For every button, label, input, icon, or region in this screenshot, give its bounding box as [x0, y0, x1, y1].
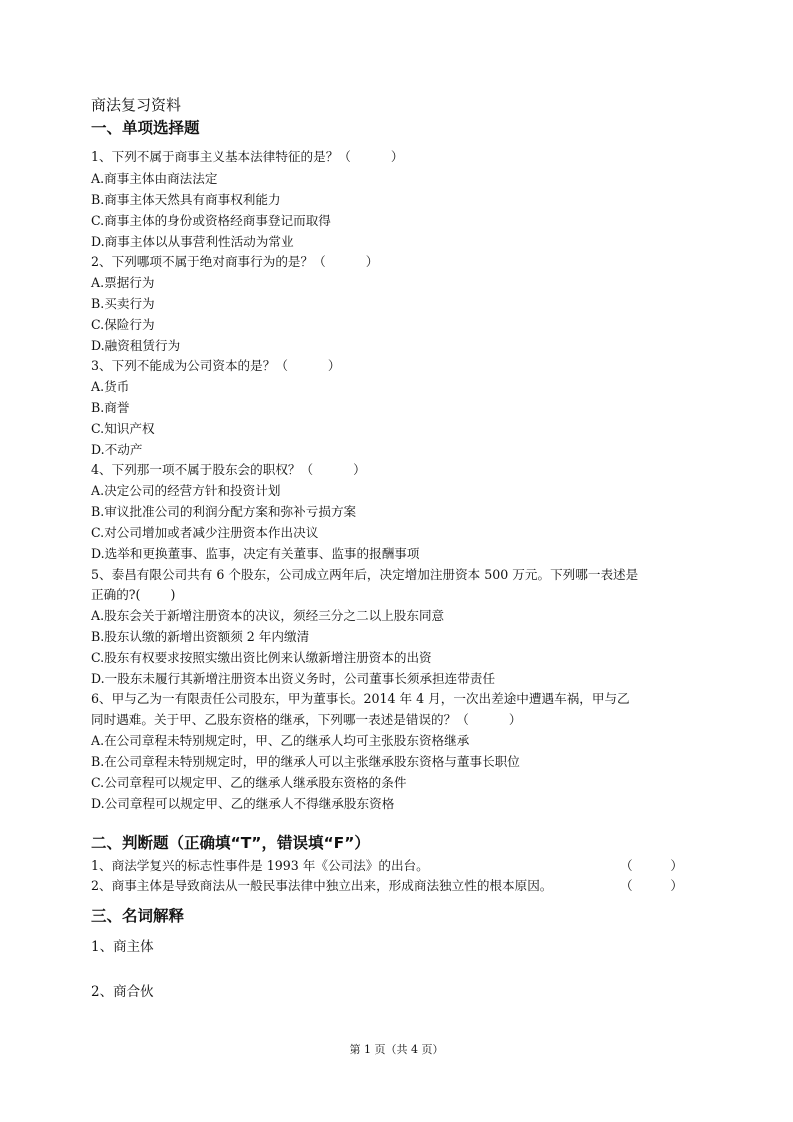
question-4-option-a: A.决定公司的经营方针和投资计划 — [91, 483, 281, 498]
question-6-option-c: C.公司章程可以规定甲、乙的继承人继承股东资格的条件 — [91, 775, 407, 790]
document-title: 商法复习资料 — [91, 96, 182, 114]
question-6-stem-line-2: 同时遇难。关于甲、乙股东资格的继承，下列哪一表述是错误的？（ ） — [91, 712, 522, 727]
question-3-option-c: C.知识产权 — [91, 421, 155, 436]
question-3-stem: 3、下列不能成为公司资本的是？（ ） — [91, 358, 341, 373]
term-2: 2、商合伙 — [91, 984, 154, 1000]
question-2-option-b: B.买卖行为 — [91, 296, 155, 311]
question-2-stem: 2、下列哪项不属于绝对商事行为的是？（ ） — [91, 254, 379, 269]
answer-blank: （ ） — [620, 858, 683, 873]
section-heading-true-false: 二、判断题（正确填“T”，错误填“F”） — [91, 834, 370, 852]
question-4-option-c: C.对公司增加或者减少注册资本作出决议 — [91, 525, 319, 540]
question-5-stem-line-1: 5、泰昌有限公司共有 6 个股东，公司成立两年后，决定增加注册资本 500 万元。下列哪一表述是 — [91, 567, 639, 582]
question-6-option-a: A.在公司章程未特别规定时，甲、乙的继承人均可主张股东资格继承 — [91, 733, 470, 748]
question-1-option-b: B.商事主体天然具有商事权利能力 — [91, 192, 281, 207]
section-heading-definitions: 三、名词解释 — [91, 907, 185, 925]
question-2-option-a: A.票据行为 — [91, 275, 155, 290]
question-5-stem-line-2: 正确的?( ) — [91, 587, 176, 602]
question-5-option-d: D.一股东未履行其新增注册资本出资义务时，公司董事长须承担连带责任 — [91, 671, 496, 686]
section-heading-single-choice: 一、单项选择题 — [91, 119, 200, 137]
question-4-stem: 4、下列那一项不属于股东会的职权？（ ） — [91, 462, 366, 477]
question-5-option-b: B.股东认缴的新增出资额须 2 年内缴清 — [91, 629, 310, 644]
answer-blank: （ ） — [620, 878, 683, 893]
question-6-stem-line-1: 6、甲与乙为一有限责任公司股东，甲为董事长。2014 年 4 月，一次出差途中遭遇车祸，甲与乙 — [91, 691, 630, 706]
question-6-option-b: B.在公司章程未特别规定时，甲的继承人可以主张继承股东资格与董事长职位 — [91, 754, 520, 769]
question-3-option-d: D.不动产 — [91, 442, 143, 457]
question-4-option-d: D.选举和更换董事、监事，决定有关董事、监事的报酬事项 — [91, 546, 420, 561]
question-4-option-b: B.审议批准公司的利润分配方案和弥补亏损方案 — [91, 504, 357, 519]
question-3-option-b: B.商誉 — [91, 400, 130, 415]
question-2-option-c: C.保险行为 — [91, 317, 155, 332]
question-5-option-a: A.股东会关于新增注册资本的决议，须经三分之二以上股东同意 — [91, 608, 445, 623]
question-1-stem: 1、下列不属于商事主义基本法律特征的是？（ ） — [91, 149, 404, 164]
question-3-option-a: A.货币 — [91, 379, 130, 394]
question-1-option-c: C.商事主体的身份或资格经商事登记而取得 — [91, 213, 331, 228]
term-1: 1、商主体 — [91, 939, 154, 955]
page-footer: 第 1 页（共 4 页） — [349, 1043, 444, 1056]
question-5-option-c: C.股东有权要求按照实缴出资比例来认缴新增注册资本的出资 — [91, 650, 432, 665]
question-1-option-a: A.商事主体由商法法定 — [91, 171, 218, 186]
question-2-option-d: D.融资租赁行为 — [91, 338, 181, 353]
true-false-item-1: 1、商法学复兴的标志性事件是 1993 年《公司法》的出台。 （ ） — [91, 858, 683, 873]
question-6-option-d: D.公司章程可以规定甲、乙的继承人不得继承股东资格 — [91, 796, 395, 811]
true-false-item-2: 2、商事主体是导致商法从一般民事法律中独立出来，形成商法独立性的根本原因。 （ ） — [91, 878, 683, 893]
question-1-option-d: D.商事主体以从事营利性活动为常业 — [91, 234, 294, 249]
